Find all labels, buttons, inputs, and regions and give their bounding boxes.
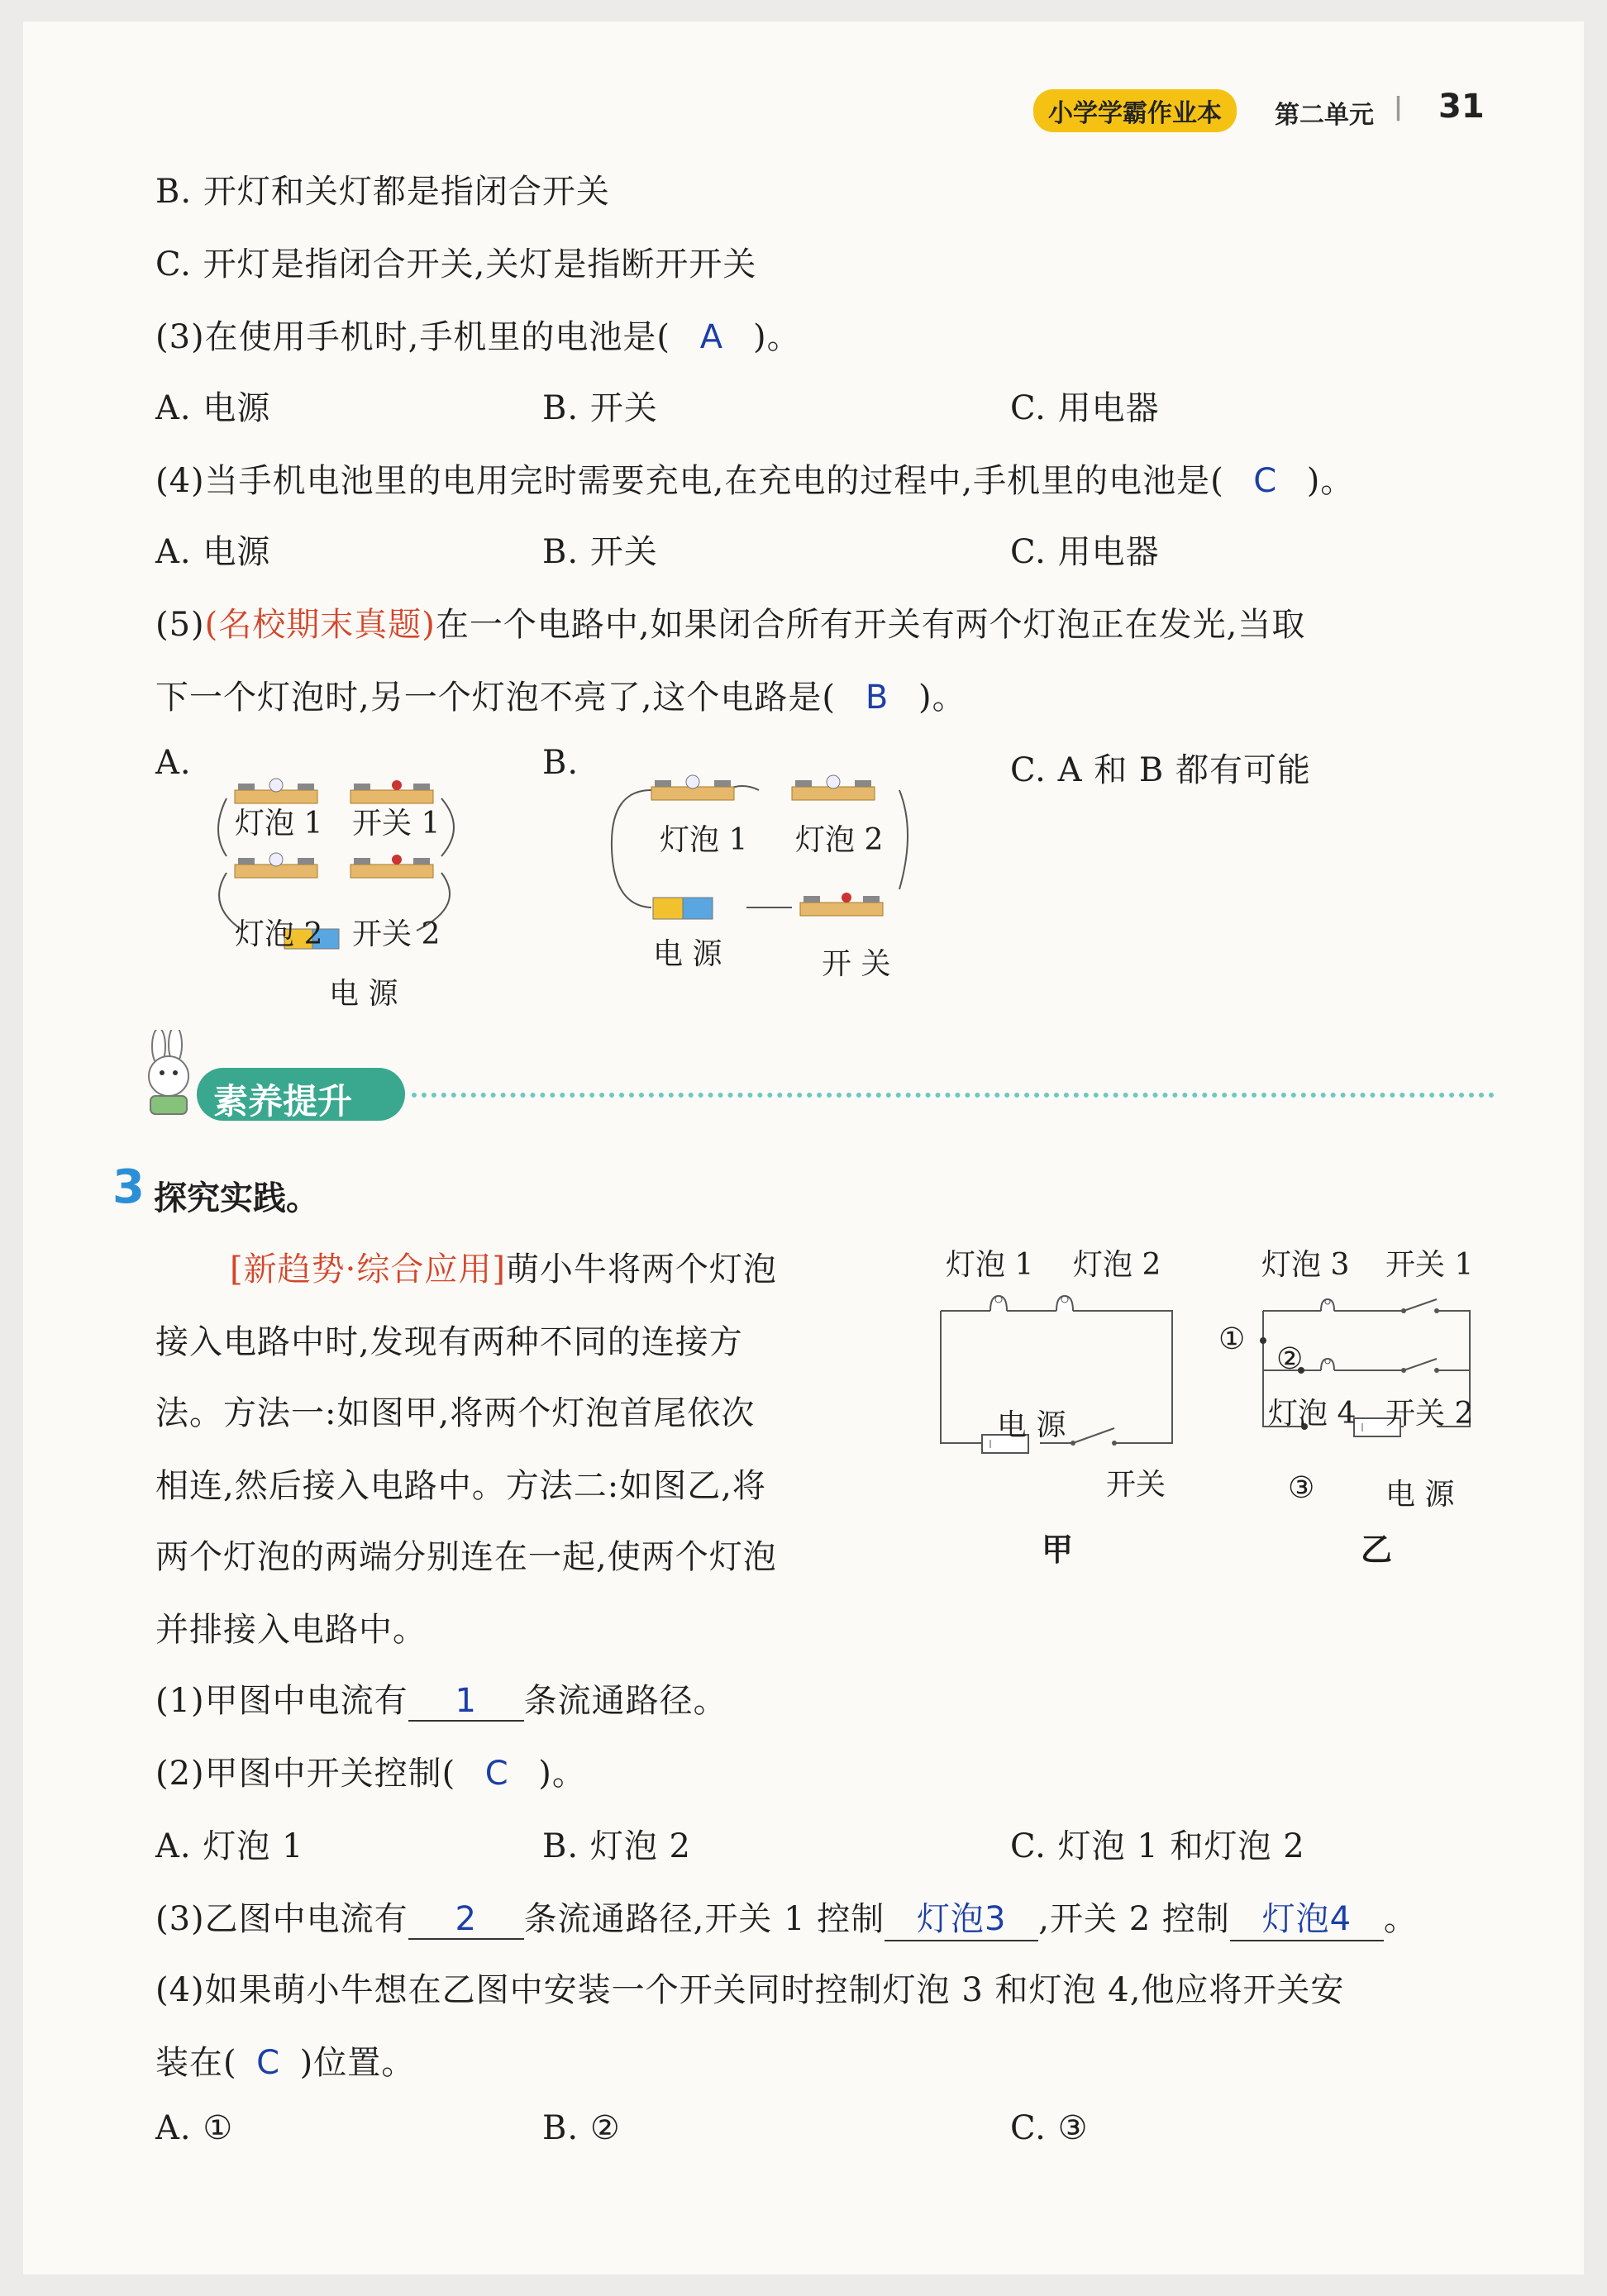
bulb-board-icon xyxy=(235,853,317,878)
bulb-symbol-icon xyxy=(1056,1296,1073,1311)
bulb-symbol-icon xyxy=(1321,1359,1334,1370)
figure-jia-schematic xyxy=(916,1278,1197,1476)
s3-q3-answer1: 2 xyxy=(408,1900,524,1940)
s3-q4-option-b: B. ② xyxy=(542,2109,621,2147)
banner-dotted-rule xyxy=(412,1093,1495,1098)
workbook-page xyxy=(23,21,1584,2275)
s3-q1 xyxy=(155,1674,727,1722)
q2-5-option-a: A. xyxy=(155,744,192,782)
switch-symbol-icon xyxy=(1401,1299,1439,1313)
book-title-badge: 小学学霸作业本 xyxy=(1033,89,1237,132)
section3-para-line3: 法。方法一:如图甲,将两个灯泡首尾依次 xyxy=(155,1394,756,1432)
bulb-board-icon xyxy=(792,775,875,800)
s3-q2-answer: C xyxy=(484,1755,509,1793)
section-title: 探究实践。 xyxy=(154,1179,319,1217)
page-number: 31 xyxy=(1438,88,1485,126)
unit-label: 第二单元 xyxy=(1275,101,1374,130)
battery-icon xyxy=(653,898,713,919)
q2-5-number: (5) xyxy=(155,606,205,644)
figure-a-circuit xyxy=(202,765,474,988)
s3-q4-line1: (4)如果萌小牛想在乙图中安装一个开关同时控制灯泡 3 和灯泡 4,他应将开关安 xyxy=(155,1971,1345,2009)
fig-jia-power-label: 电 源 xyxy=(997,1408,1066,1442)
fig-yi-caption: 乙 xyxy=(1361,1531,1393,1568)
s3-q4-answer: C xyxy=(256,2044,281,2082)
q2-4-option-c: C. 用电器 xyxy=(1010,533,1160,571)
s3-q4-end: )位置。 xyxy=(299,2044,416,2082)
q2-3-option-c: C. 用电器 xyxy=(1010,389,1160,427)
s3-q2-option-c: C. 灯泡 1 和灯泡 2 xyxy=(1010,1827,1305,1865)
bulb-symbol-icon xyxy=(990,1296,1007,1311)
bulb-board-icon xyxy=(651,775,734,800)
q2-option-c: C. 开灯是指闭合开关,关灯是指断开开关 xyxy=(155,245,757,283)
section3-tag: [新趋势·综合应用] xyxy=(230,1250,506,1289)
fig-b-switch-label: 开 关 xyxy=(822,947,891,981)
q2-5-tag: (名校期末真题) xyxy=(204,606,436,644)
fig-b-bulb1-label: 灯泡 1 xyxy=(660,823,748,857)
fig-b-power-label: 电 源 xyxy=(653,937,722,971)
s3-q2-option-b: B. 灯泡 2 xyxy=(542,1827,691,1865)
marker-1: ① xyxy=(1218,1322,1246,1356)
section-number: 3 xyxy=(112,1160,145,1214)
switch-symbol-icon xyxy=(1071,1428,1117,1446)
bulb-symbol-icon xyxy=(1321,1299,1334,1311)
q2-4-end: )。 xyxy=(1306,462,1355,500)
s3-q4-line2 xyxy=(155,2036,415,2084)
figure-yi-schematic xyxy=(1238,1278,1486,1493)
q2-4-question xyxy=(155,455,1354,502)
fig-jia-bulb1-label: 灯泡 1 xyxy=(946,1248,1034,1282)
q2-3-option-a: A. 电源 xyxy=(155,389,271,427)
q2-5-answer: B xyxy=(865,679,889,717)
s3-q3-answer3: 灯泡4 xyxy=(1230,1893,1384,1941)
banner-title: 素养提升 xyxy=(213,1081,353,1122)
switch-board-icon xyxy=(800,893,883,916)
section3-para-line2: 接入电路中时,发现有两种不同的连接方 xyxy=(155,1323,743,1361)
section3-para-line6: 并排接入电路中。 xyxy=(155,1611,427,1649)
q2-4-answer: C xyxy=(1253,462,1278,500)
q2-5-line1 xyxy=(155,598,1305,645)
fig-yi-bulb4-label: 灯泡 4 xyxy=(1268,1397,1357,1431)
s3-q4-option-c: C. ③ xyxy=(1010,2109,1089,2147)
fig-yi-switch1-label: 开关 1 xyxy=(1385,1248,1474,1282)
section3-para-line1 xyxy=(230,1243,777,1290)
fig-a-bulb1-label: 灯泡 1 xyxy=(235,807,323,841)
s3-q1-answer: 1 xyxy=(408,1682,524,1722)
q2-4-option-b: B. 开关 xyxy=(542,533,658,571)
s3-q2 xyxy=(155,1747,586,1794)
fig-a-bulb2-label: 灯泡 2 xyxy=(235,917,323,951)
s3-q3 xyxy=(155,1893,1418,1941)
switch-board-icon xyxy=(350,855,433,878)
section3-p1: 萌小牛将两个灯泡 xyxy=(505,1250,777,1289)
fig-a-power-label: 电 源 xyxy=(329,977,398,1011)
q2-4-text: (4)当手机电池里的电用完时需要充电,在充电的过程中,手机里的电池是( xyxy=(155,462,1224,500)
fig-b-bulb2-label: 灯泡 2 xyxy=(795,823,884,857)
s3-q2-option-a: A. 灯泡 1 xyxy=(155,1827,304,1865)
s3-q1-text: (1)甲图中电流有 xyxy=(155,1682,408,1720)
section3-para-line4: 相连,然后接入电路中。方法二:如图乙,将 xyxy=(155,1467,766,1505)
s3-q3-mid2: ,开关 2 控制 xyxy=(1038,1900,1230,1938)
s3-q3-text: (3)乙图中电流有 xyxy=(155,1900,408,1938)
s3-q3-end: 。 xyxy=(1383,1900,1418,1938)
q2-3-text: (3)在使用手机时,手机里的电池是( xyxy=(155,318,670,356)
q2-5-option-b: B. xyxy=(542,744,579,782)
q2-3-end: )。 xyxy=(752,318,801,356)
switch-symbol-icon xyxy=(1401,1359,1439,1373)
s3-q4-option-a: A. ① xyxy=(155,2109,234,2147)
s3-q3-mid1: 条流通路径,开关 1 控制 xyxy=(523,1900,885,1938)
fig-jia-switch-label: 开关 xyxy=(1106,1468,1166,1502)
q2-3-option-b: B. 开关 xyxy=(542,389,658,427)
q2-option-b: B. 开灯和关灯都是指闭合开关 xyxy=(155,173,610,211)
fig-yi-bulb3-label: 灯泡 3 xyxy=(1261,1248,1350,1282)
header-separator: | xyxy=(1394,93,1403,121)
fig-yi-power-label: 电 源 xyxy=(1385,1478,1455,1512)
q2-5-text2: 下一个灯泡时,另一个灯泡不亮了,这个电路是( xyxy=(155,679,837,717)
s3-q1-end: 条流通路径。 xyxy=(523,1682,727,1720)
q2-5-text: 在一个电路中,如果闭合所有开关有两个灯泡正在发光,当取 xyxy=(435,606,1306,644)
q2-3-answer: A xyxy=(699,318,724,356)
s3-q2-end: )。 xyxy=(538,1755,586,1793)
q2-4-option-a: A. 电源 xyxy=(155,533,271,571)
q2-3-question xyxy=(155,311,801,358)
s3-q3-answer2: 灯泡3 xyxy=(885,1893,1038,1941)
marker-2: ② xyxy=(1276,1342,1304,1376)
fig-a-switch2-label: 开关 2 xyxy=(352,917,441,951)
q2-5-option-c: C. A 和 B 都有可能 xyxy=(1010,751,1312,789)
fig-jia-bulb2-label: 灯泡 2 xyxy=(1073,1248,1161,1282)
q2-5-end: )。 xyxy=(918,679,966,717)
fig-a-switch1-label: 开关 1 xyxy=(352,807,441,841)
marker-3: ③ xyxy=(1288,1471,1315,1505)
fig-yi-switch2-label: 开关 2 xyxy=(1385,1397,1474,1431)
s3-q4-text: 装在( xyxy=(155,2044,237,2082)
section3-para-line5: 两个灯泡的两端分别连在一起,使两个灯泡 xyxy=(155,1538,777,1576)
fig-jia-caption: 甲 xyxy=(1042,1531,1074,1568)
q2-5-line2 xyxy=(155,671,966,718)
s3-q2-text: (2)甲图中开关控制( xyxy=(155,1755,456,1793)
